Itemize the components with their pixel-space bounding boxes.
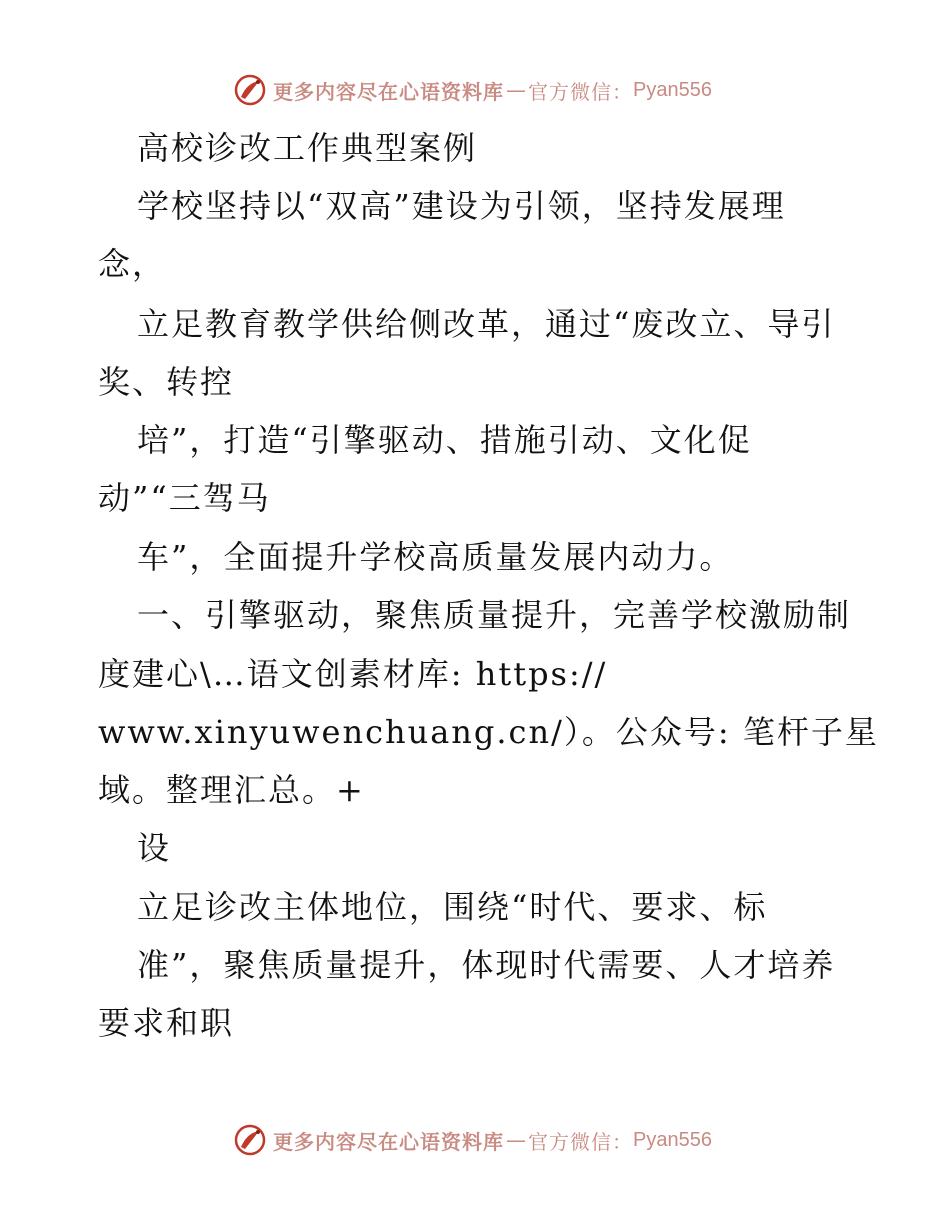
footer-watermark: [233, 1122, 712, 1158]
paragraph-line: www.xinyuwenchuang.cn/）。公众号: 笔杆子星: [98, 713, 879, 751]
watermark-site-text: 更多内容尽在心语资料库: [273, 1129, 504, 1154]
paragraph-line: 立足教育教学供给侧改革，通过“废改立、导引: [137, 305, 836, 343]
watermark-dash: —: [506, 78, 526, 102]
paragraph-line: 度建心\…语文创素材库: https://: [98, 655, 608, 693]
document-title: 高校诊改工作典型案例: [137, 129, 478, 167]
paragraph-line: 车”，全面提升学校高质量发展内动力。: [137, 538, 734, 576]
paragraph-line: 动”“三驾马: [98, 479, 271, 517]
watermark-wechat-label: 官方微信：: [528, 79, 633, 104]
paragraph-line: 学校坚持以“双高”建设为引领，坚持发展理: [137, 187, 786, 225]
section-heading-line: 一、引擎驱动，聚焦质量提升，完善学校激励制: [137, 596, 852, 634]
watermark-dash: —: [506, 1128, 526, 1152]
paragraph-line: 要求和职: [98, 1004, 235, 1042]
paragraph-line: 准”，聚焦质量提升，体现时代需要、人才培养: [137, 946, 836, 984]
watermark-site-text: 更多内容尽在心语资料库: [273, 79, 504, 104]
watermark-wechat-label: 官方微信：: [528, 1129, 633, 1154]
paragraph-line: 培”，打造“引擎驱动、措施引动、文化促: [137, 421, 752, 459]
paragraph-line: 域。整理汇总。+: [98, 771, 365, 809]
ink-pen-logo-icon: [233, 73, 267, 107]
paragraph-line: 念，: [98, 245, 167, 283]
watermark-wechat-id: Pyan556: [633, 1128, 712, 1151]
header-watermark: [233, 72, 712, 108]
paragraph-line: 设: [137, 829, 172, 867]
watermark-wechat-id: Pyan556: [633, 78, 712, 101]
paragraph-line: 立足诊改主体地位，围绕“时代、要求、标: [137, 888, 768, 926]
ink-pen-logo-icon: [233, 1123, 267, 1157]
paragraph-line: 奖、转控: [98, 363, 235, 401]
